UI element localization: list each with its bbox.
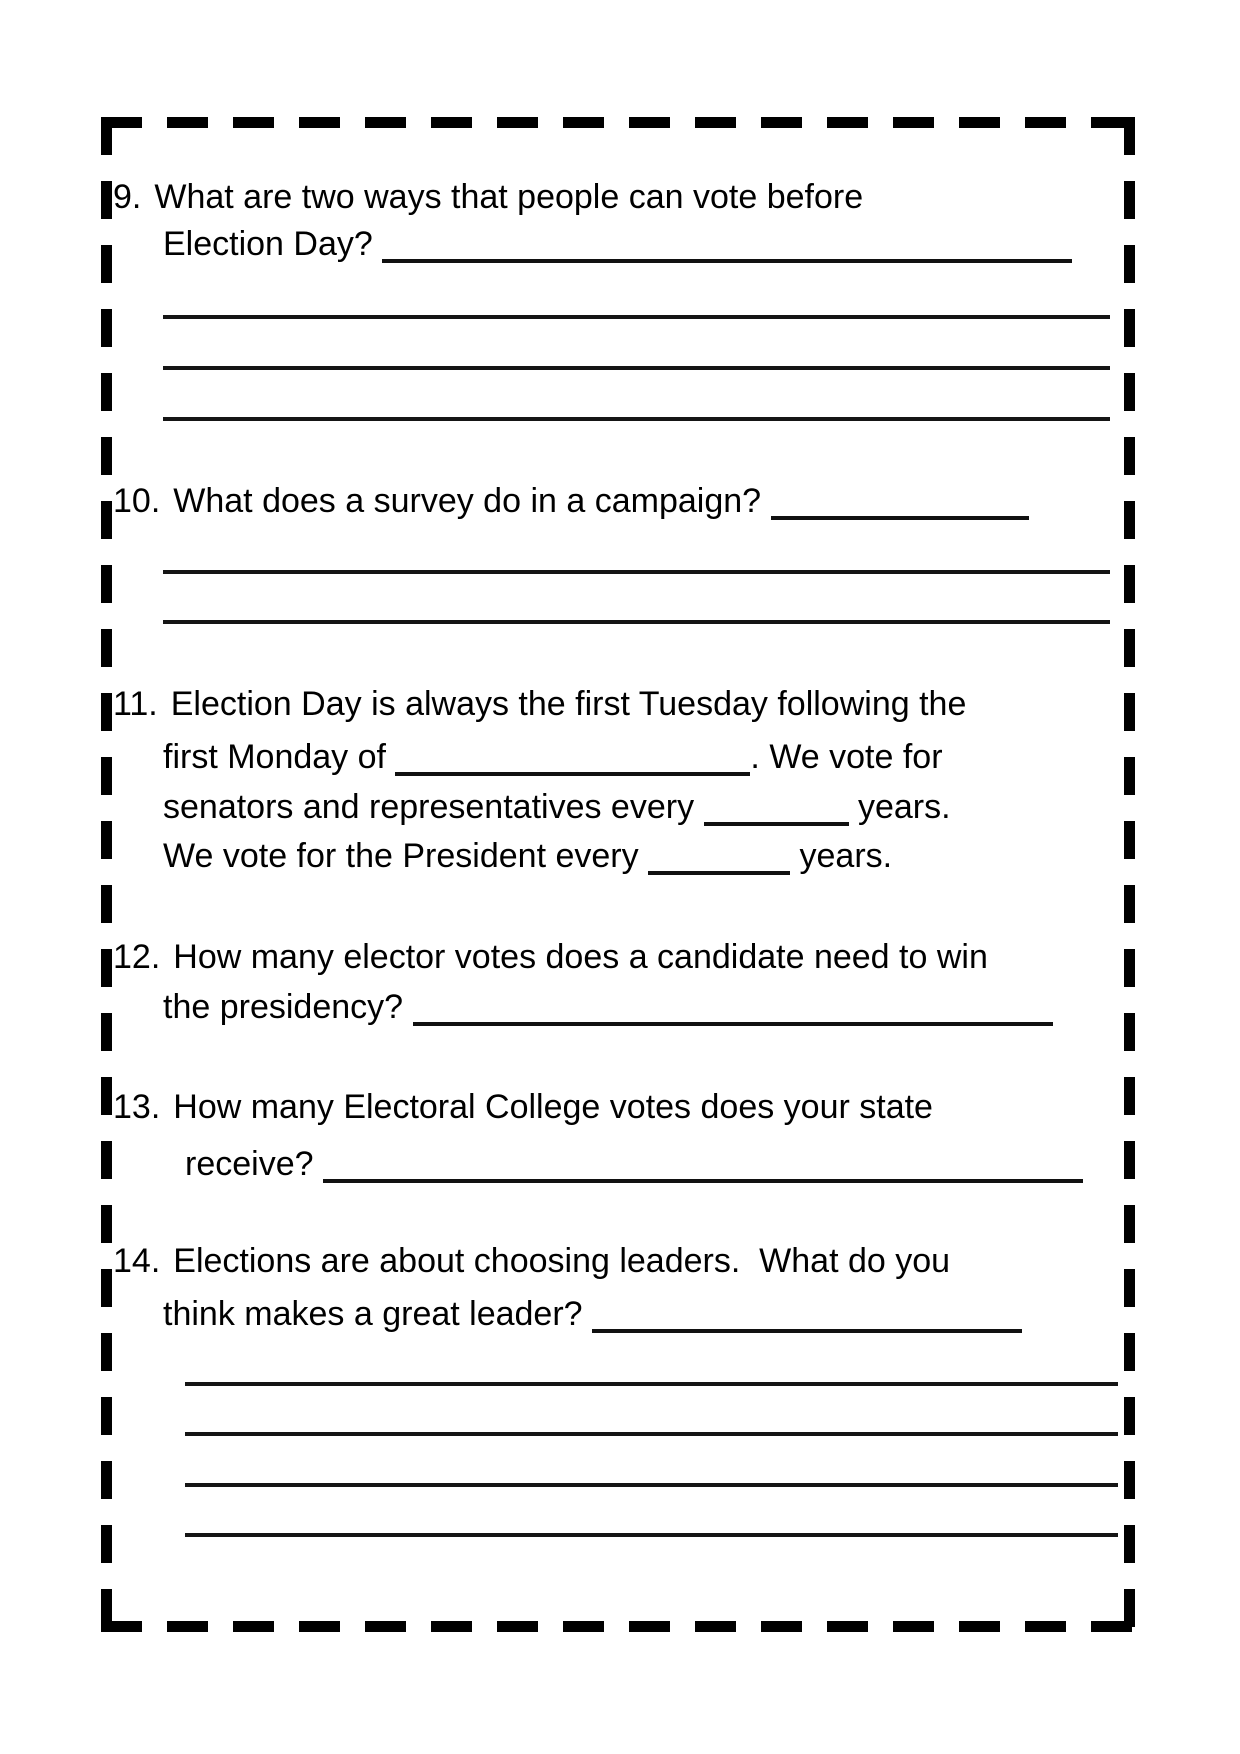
answer-blank-q11-month[interactable] xyxy=(395,762,750,776)
answer-line[interactable] xyxy=(185,1483,1118,1487)
answer-blank-q10[interactable] xyxy=(771,506,1029,520)
question-14-text-cont: think makes a great leader? xyxy=(163,1295,593,1333)
question-11-text-cont: We vote for the President every xyxy=(163,837,649,875)
question-11-text-cont: years. xyxy=(790,837,893,875)
answer-line[interactable] xyxy=(163,620,1110,624)
question-11-text: Election Day is always the first Tuesday following the xyxy=(170,685,967,723)
answer-blank-q13[interactable] xyxy=(323,1169,1083,1183)
question-9-text-cont: Election Day? xyxy=(163,225,383,263)
question-10-line-1 xyxy=(113,480,1029,523)
answer-line[interactable] xyxy=(163,570,1110,574)
question-11-line-1 xyxy=(113,683,966,726)
answer-line[interactable] xyxy=(185,1382,1118,1386)
question-12-number: 12. xyxy=(113,938,161,976)
dashed-border-bottom xyxy=(101,1621,1135,1632)
question-11-text-cont: first Monday of xyxy=(163,738,396,776)
question-13-text: How many Electoral College votes does your state xyxy=(173,1088,933,1126)
question-13-line-1 xyxy=(113,1086,933,1129)
answer-line[interactable] xyxy=(185,1533,1118,1537)
answer-blank-q9[interactable] xyxy=(382,249,1072,263)
question-9-line-1 xyxy=(113,176,863,219)
answer-blank-q12[interactable] xyxy=(413,1012,1053,1026)
question-10-text: What does a survey do in a campaign? xyxy=(173,482,771,520)
answer-blank-q11-senators-years[interactable] xyxy=(704,812,849,826)
question-9-text: What are two ways that people can vote before xyxy=(154,178,864,216)
question-9-line-2 xyxy=(163,223,1072,266)
dashed-border-right xyxy=(1124,117,1135,1632)
answer-blank-q14[interactable] xyxy=(592,1319,1022,1333)
question-11-line-2 xyxy=(163,736,943,779)
question-11-line-3 xyxy=(163,786,951,829)
answer-line[interactable] xyxy=(163,315,1110,319)
answer-line[interactable] xyxy=(163,417,1110,421)
question-12-text: How many elector votes does a candidate need to win xyxy=(173,938,988,976)
question-11-number: 11. xyxy=(113,685,158,723)
question-11-text-cont: . We vote for xyxy=(750,738,943,776)
question-12-line-2 xyxy=(163,986,1053,1029)
question-11-line-4 xyxy=(163,835,892,878)
question-14-number: 14. xyxy=(113,1242,161,1280)
answer-line[interactable] xyxy=(185,1432,1118,1436)
question-13-text-cont: receive? xyxy=(185,1145,323,1183)
question-9-number: 9. xyxy=(113,178,142,216)
dashed-border-top xyxy=(101,117,1135,128)
question-11-text-cont: senators and representatives every xyxy=(163,788,704,826)
question-13-number: 13. xyxy=(113,1088,161,1126)
question-14-line-1 xyxy=(113,1240,950,1283)
dashed-border-left xyxy=(101,117,112,1632)
question-13-line-2 xyxy=(185,1143,1083,1186)
question-10-number: 10. xyxy=(113,482,161,520)
answer-line[interactable] xyxy=(163,366,1110,370)
question-14-text: Elections are about choosing leaders. What do you xyxy=(173,1242,951,1280)
question-14-line-2 xyxy=(163,1293,1022,1336)
answer-blank-q11-president-years[interactable] xyxy=(648,861,790,875)
question-12-line-1 xyxy=(113,936,988,979)
question-11-text-cont: years. xyxy=(848,788,951,826)
question-12-text-cont: the presidency? xyxy=(163,988,413,1026)
